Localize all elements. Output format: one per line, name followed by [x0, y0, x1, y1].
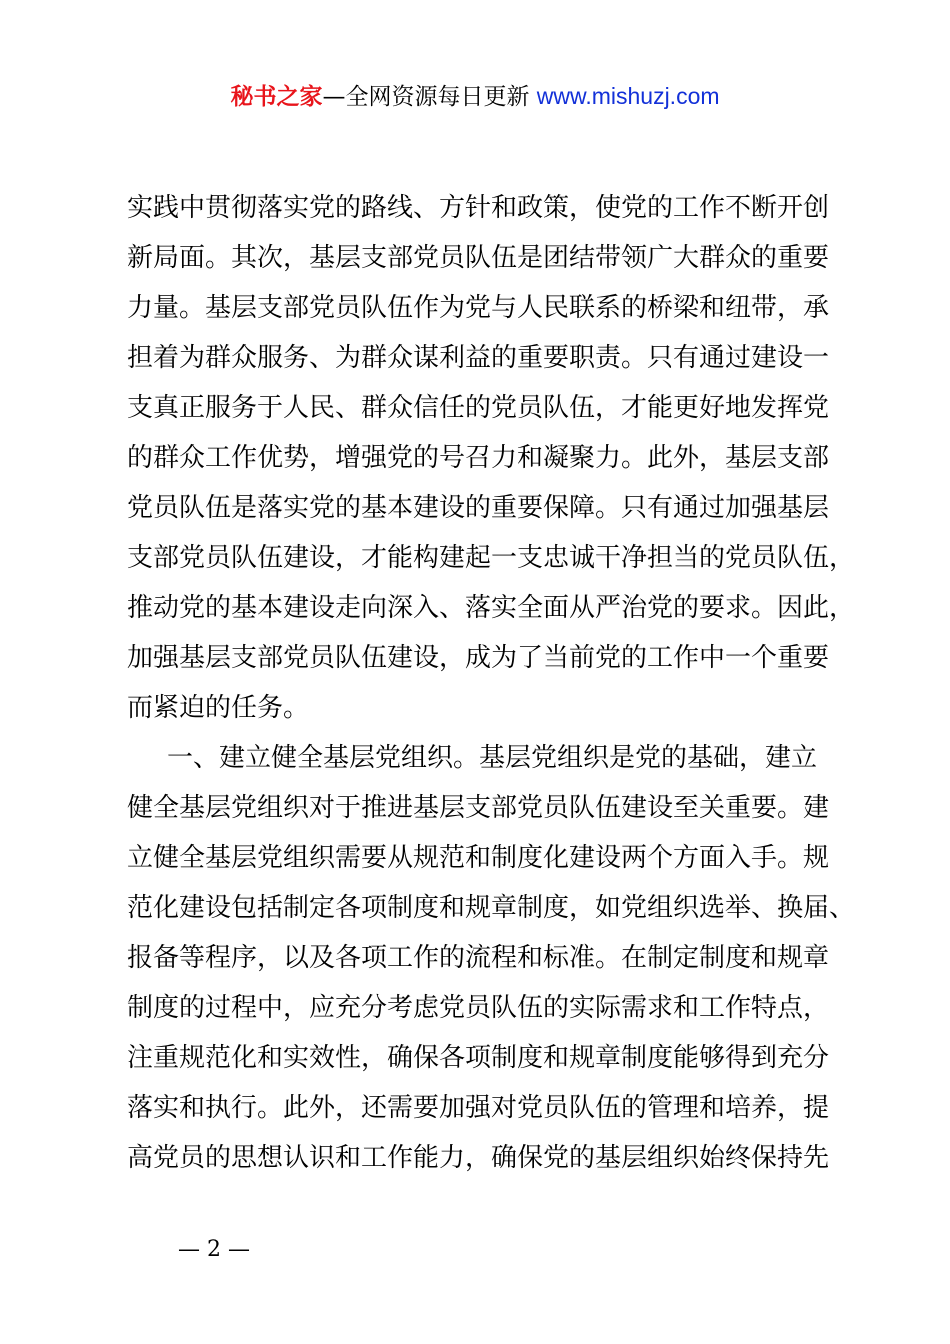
text-line: 注重规范化和实效性，确保各项制度和规章制度能够得到充分: [127, 1043, 830, 1073]
text-line: 健全基层党组织对于推进基层支部党员队伍建设至关重要。建: [127, 793, 830, 823]
text-line: 落实和执行。此外，还需要加强对党员队伍的管理和培养，提: [127, 1093, 830, 1123]
page-header: [0, 80, 950, 113]
text-line: 实践中贯彻落实党的路线、方针和政策，使党的工作不断开创: [127, 193, 830, 223]
website-link[interactable]: www.mishuzj.com: [536, 83, 720, 109]
text-line: 范化建设包括制定各项制度和规章制度，如党组织选举、换届、: [127, 893, 856, 923]
text-line: 支部党员队伍建设，才能构建起一支忠诚干净担当的党员队伍，: [127, 543, 856, 573]
text-line: 新局面。其次，基层支部党员队伍是团结带领广大群众的重要: [127, 243, 830, 273]
text-line: 制度的过程中，应充分考虑党员队伍的实际需求和工作特点，: [127, 993, 830, 1023]
text-line: 担着为群众服务、为群众谋利益的重要职责。只有通过建设一: [127, 343, 830, 373]
brand-name: 秘书之家: [230, 84, 323, 110]
section-heading-line: 一、建立健全基层党组织。基层党组织是党的基础，建立: [167, 743, 818, 773]
page-number: — 2 —: [178, 1237, 250, 1262]
document-body: [127, 183, 856, 1183]
text-line: 力量。基层支部党员队伍作为党与人民联系的桥梁和纽带，承: [127, 293, 830, 323]
text-line: 的群众工作优势，增强党的号召力和凝聚力。此外，基层支部: [127, 443, 830, 473]
text-line: 党员队伍是落实党的基本建设的重要保障。只有通过加强基层: [127, 493, 830, 523]
text-line: 加强基层支部党员队伍建设，成为了当前党的工作中一个重要: [127, 643, 830, 673]
header-slogan: —全网资源每日更新: [322, 84, 530, 110]
text-line: 支真正服务于人民、群众信任的党员队伍，才能更好地发挥党: [127, 393, 830, 423]
text-line: 高党员的思想认识和工作能力，确保党的基层组织始终保持先: [127, 1143, 830, 1173]
text-line: 报备等程序，以及各项工作的流程和标准。在制定制度和规章: [127, 943, 830, 973]
text-line: 而紧迫的任务。: [127, 693, 310, 723]
text-line: 立健全基层党组织需要从规范和制度化建设两个方面入手。规: [127, 843, 830, 873]
text-line: 推动党的基本建设走向深入、落实全面从严治党的要求。因此，: [127, 593, 856, 623]
